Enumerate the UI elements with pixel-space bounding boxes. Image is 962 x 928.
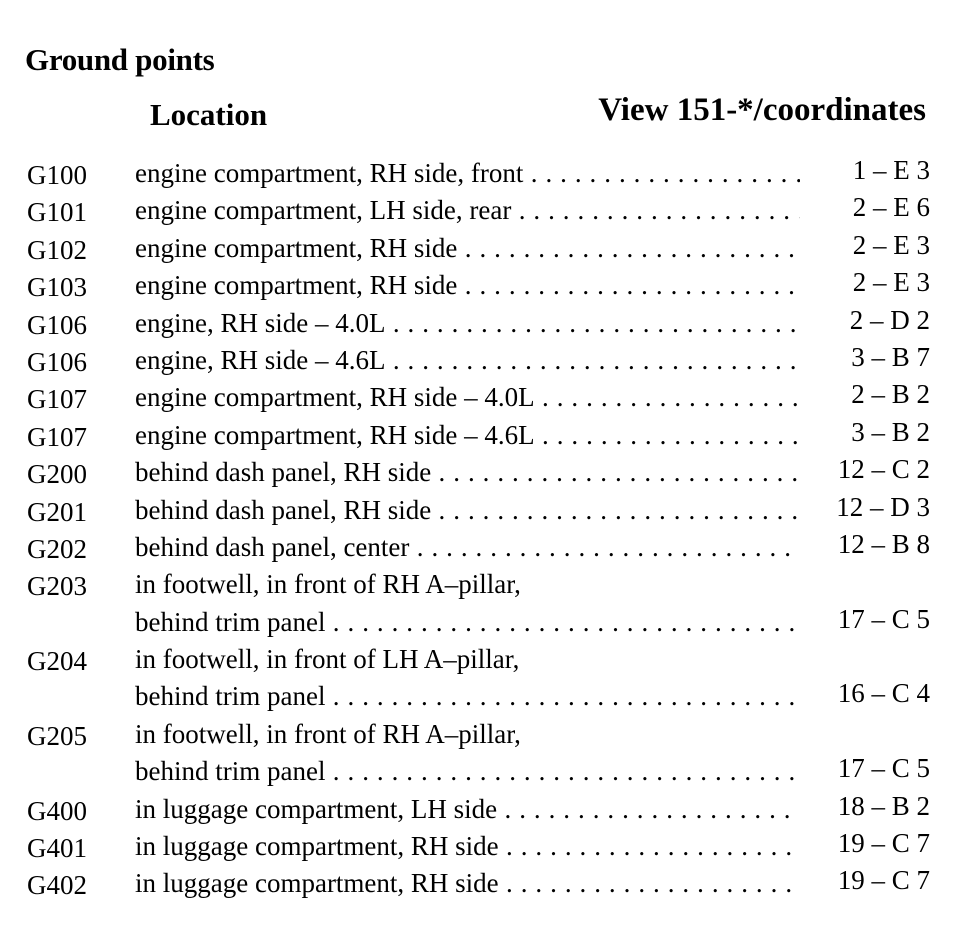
ground-point-code: G201 xyxy=(27,496,87,527)
ground-point-code: G202 xyxy=(27,533,87,564)
ground-point-row xyxy=(0,455,962,492)
ground-point-coordinates: 2 – D 2 xyxy=(849,304,930,335)
ground-point-row xyxy=(0,231,962,268)
ground-point-coordinates: 17 – C 5 xyxy=(837,603,930,634)
ground-point-coordinates: 3 – B 2 xyxy=(851,416,930,447)
ground-point-row xyxy=(0,829,962,866)
ground-point-location: in luggage compartment, RH side . . . xyxy=(135,829,800,863)
ground-point-location: behind dash panel, center . . . xyxy=(135,530,800,564)
ground-point-location: behind trim panel . . . xyxy=(135,605,800,639)
ground-point-location: behind dash panel, RH side . . . xyxy=(135,455,800,489)
ground-point-row xyxy=(0,679,962,716)
ground-point-location: in footwell, in front of RH A–pillar, xyxy=(135,569,521,600)
ground-point-row xyxy=(0,567,962,604)
ground-point-coordinates: 19 – C 7 xyxy=(837,828,930,859)
ground-point-code: G103 xyxy=(27,272,87,303)
ground-point-row xyxy=(0,717,962,754)
ground-point-location: behind dash panel, RH side . . . xyxy=(135,493,800,527)
ground-point-code: G102 xyxy=(27,234,87,265)
ground-point-location: engine, RH side – 4.6L . . . xyxy=(135,343,800,377)
ground-point-code: G100 xyxy=(27,160,87,190)
ground-point-code: G107 xyxy=(27,421,87,452)
ground-point-coordinates: 2 – B 2 xyxy=(851,379,930,410)
ground-point-location: engine compartment, RH side – 4.0L . . . xyxy=(135,380,800,414)
ground-point-code: G203 xyxy=(27,571,87,602)
ground-point-code: G101 xyxy=(27,197,87,228)
ground-point-row xyxy=(0,268,962,305)
location-column-header: Location xyxy=(150,97,268,132)
ground-point-row xyxy=(0,193,962,230)
ground-point-location: behind trim panel . . . xyxy=(135,754,800,788)
ground-point-coordinates: 18 – B 2 xyxy=(837,790,930,821)
ground-point-location: engine compartment, RH side – 4.6L . . . xyxy=(135,418,800,452)
ground-point-row xyxy=(0,380,962,417)
ground-point-coordinates: 12 – B 8 xyxy=(837,528,930,559)
page-title: Ground points xyxy=(25,42,215,77)
ground-point-row xyxy=(0,343,962,380)
ground-point-code: G400 xyxy=(27,795,87,826)
ground-point-location: engine compartment, LH side, rear . . . xyxy=(135,193,800,227)
ground-point-code: G204 xyxy=(27,646,87,677)
ground-point-row xyxy=(0,605,962,642)
ground-point-location: engine compartment, RH side, front . . . xyxy=(135,156,800,190)
ground-points-list xyxy=(0,156,962,904)
ground-point-location: in footwell, in front of LH A–pillar, xyxy=(135,644,520,675)
ground-point-coordinates: 12 – C 2 xyxy=(837,454,930,485)
ground-point-row xyxy=(0,792,962,829)
ground-point-location: engine compartment, RH side . . . xyxy=(135,268,800,302)
ground-point-coordinates: 19 – C 7 xyxy=(837,865,930,896)
ground-point-code: G401 xyxy=(27,833,87,864)
ground-point-code: G106 xyxy=(27,346,87,377)
ground-point-row xyxy=(0,156,962,193)
ground-point-coordinates: 16 – C 4 xyxy=(837,678,930,709)
ground-point-coordinates: 2 – E 6 xyxy=(852,192,930,223)
ground-point-coordinates: 17 – C 5 xyxy=(837,753,930,784)
ground-point-coordinates: 3 – B 7 xyxy=(851,341,930,372)
ground-point-row xyxy=(0,754,962,791)
ground-point-row xyxy=(0,642,962,679)
view-coordinates-column-header: View 151-*/coordinates xyxy=(598,92,926,128)
ground-point-coordinates: 2 – E 3 xyxy=(852,229,930,260)
ground-point-location: engine, RH side – 4.0L . . . xyxy=(135,306,800,340)
ground-point-coordinates: 12 – D 3 xyxy=(836,491,930,522)
ground-point-code: G402 xyxy=(27,870,87,901)
ground-point-row xyxy=(0,493,962,530)
ground-point-coordinates: 1 – E 3 xyxy=(852,155,930,185)
ground-point-coordinates: 2 – E 3 xyxy=(852,267,930,298)
ground-point-location: behind trim panel . . . xyxy=(135,679,800,713)
ground-point-location: in footwell, in front of RH A–pillar, xyxy=(135,718,521,749)
ground-point-code: G107 xyxy=(27,384,87,415)
ground-point-row xyxy=(0,866,962,903)
ground-point-location: in luggage compartment, LH side . . . xyxy=(135,792,800,826)
ground-point-code: G106 xyxy=(27,309,87,340)
ground-point-code: G205 xyxy=(27,720,87,751)
ground-point-row xyxy=(0,418,962,455)
ground-point-row xyxy=(0,530,962,567)
ground-point-row xyxy=(0,306,962,343)
ground-point-location: in luggage compartment, RH side . . . xyxy=(135,866,800,900)
ground-point-location: engine compartment, RH side . . . xyxy=(135,231,800,265)
ground-point-code: G200 xyxy=(27,459,87,490)
